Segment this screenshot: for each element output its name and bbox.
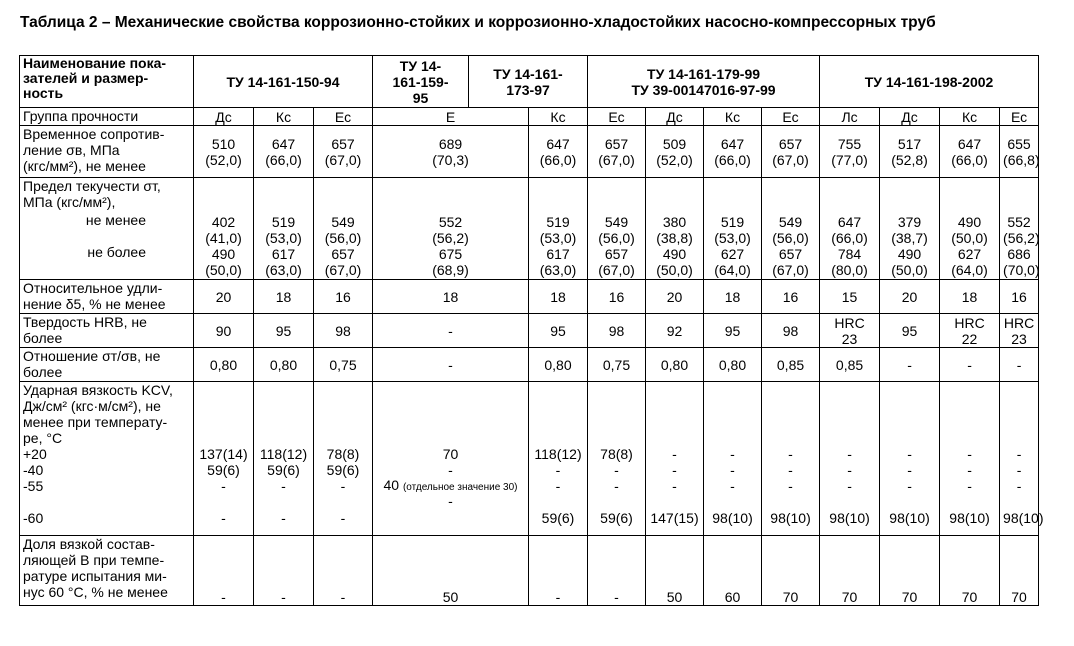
ductile-cell: - bbox=[588, 536, 646, 606]
hardness-cell: - bbox=[373, 314, 529, 348]
hardness-cell: 98 bbox=[588, 314, 646, 348]
impact-cell: 118(12) 59(6) - - bbox=[254, 382, 314, 536]
tensile-cell: 509 (52,0) bbox=[646, 126, 704, 178]
ratio-cell: 0,80 bbox=[194, 348, 254, 382]
group-cell: Лс bbox=[820, 108, 880, 126]
ratio-cell: 0,75 bbox=[314, 348, 373, 382]
tensile-cell: 517 (52,8) bbox=[880, 126, 940, 178]
header-spec-179: ТУ 14-161-179-99 ТУ 39-00147016-97-99 bbox=[588, 56, 820, 108]
elongation-cell: 20 bbox=[194, 280, 254, 314]
impact-cell: - - - 98(10) bbox=[940, 382, 1000, 536]
header-spec-150: ТУ 14-161-150-94 bbox=[194, 56, 373, 108]
ratio-cell: - bbox=[1000, 348, 1039, 382]
yield-cell: 402 (41,0) 490 (50,0) bbox=[194, 178, 254, 280]
impact-cell: 78(8) - - 59(6) bbox=[588, 382, 646, 536]
ratio-cell: 0,80 bbox=[254, 348, 314, 382]
ratio-cell: - bbox=[880, 348, 940, 382]
group-cell: Е bbox=[373, 108, 529, 126]
impact-cell: 78(8) 59(6) - - bbox=[314, 382, 373, 536]
row-label: Твердость HRB, не более bbox=[20, 314, 194, 348]
header-name-cell: Наименование пока- зателей и размер- ность bbox=[20, 56, 194, 108]
impact-cell: - - - 98(10) bbox=[762, 382, 820, 536]
strength-group-row bbox=[20, 108, 1039, 126]
ductile-cell: 70 bbox=[940, 536, 1000, 606]
elongation-cell: 16 bbox=[588, 280, 646, 314]
row-label: Временное сопротив- ление σв, МПа (кгс/мм²), не менее bbox=[20, 126, 194, 178]
group-cell: Кс bbox=[704, 108, 762, 126]
ductile-cell: 70 bbox=[1000, 536, 1039, 606]
header-spec-198: ТУ 14-161-198-2002 bbox=[820, 56, 1039, 108]
yield-cell: 549 (56,0) 657 (67,0) bbox=[588, 178, 646, 280]
yield-cell: 549 (56,0) 657 (67,0) bbox=[314, 178, 373, 280]
yield-cell: 380 (38,8) 490 (50,0) bbox=[646, 178, 704, 280]
group-cell: Дс bbox=[646, 108, 704, 126]
impact-cell: - - - 147(15) bbox=[646, 382, 704, 536]
ductile-cell: 50 bbox=[373, 536, 529, 606]
tensile-cell: 657 (67,0) bbox=[762, 126, 820, 178]
group-cell: Ес bbox=[1000, 108, 1039, 126]
impact-cell: - - - 98(10) bbox=[820, 382, 880, 536]
yield-cell: 552 (56,2) 675 (68,9) bbox=[373, 178, 529, 280]
elongation-cell: 16 bbox=[762, 280, 820, 314]
row-label: Относительное удли- нение δ5, % не менее bbox=[20, 280, 194, 314]
row-label: Доля вязкой состав- ляющей В при темпе- ратуре испытания ми- нус 60 °С, % не менее bbox=[20, 536, 194, 606]
hardness-cell: 98 bbox=[314, 314, 373, 348]
yield-cell: 490 (50,0) 627 (64,0) bbox=[940, 178, 1000, 280]
hardness-cell: 95 bbox=[254, 314, 314, 348]
tensile-cell: 657 (67,0) bbox=[314, 126, 373, 178]
ratio-cell: 0,75 bbox=[588, 348, 646, 382]
impact-cell: - - - 98(10) bbox=[1000, 382, 1039, 536]
tensile-cell: 755 (77,0) bbox=[820, 126, 880, 178]
impact-cell: 137(14) 59(6) - - bbox=[194, 382, 254, 536]
hardness-row bbox=[20, 314, 1039, 348]
hardness-cell: 92 bbox=[646, 314, 704, 348]
impact-strength-row bbox=[20, 382, 1039, 536]
ductile-cell: - bbox=[254, 536, 314, 606]
ratio-cell: - bbox=[373, 348, 529, 382]
elongation-cell: 18 bbox=[254, 280, 314, 314]
table-title: Таблица 2 – Механические свойства коррозионно-стойких и коррозионно-хладостойких насосно-компрессорных труб bbox=[20, 14, 936, 31]
tensile-cell: 510 (52,0) bbox=[194, 126, 254, 178]
hardness-cell: 90 bbox=[194, 314, 254, 348]
elongation-cell: 16 bbox=[1000, 280, 1039, 314]
yield-cell: 552 (56,2) 686 (70,0) bbox=[1000, 178, 1039, 280]
yield-cell: 549 (56,0) 657 (67,0) bbox=[762, 178, 820, 280]
group-cell: Дс bbox=[880, 108, 940, 126]
yield-cell: 379 (38,7) 490 (50,0) bbox=[880, 178, 940, 280]
ratio-cell: 0,85 bbox=[762, 348, 820, 382]
header-spec-159: ТУ 14- 161-159- 95 bbox=[373, 56, 469, 108]
ductile-cell: 70 bbox=[820, 536, 880, 606]
ratio-cell: 0,85 bbox=[820, 348, 880, 382]
properties-table bbox=[19, 55, 1044, 606]
tensile-strength-row bbox=[20, 126, 1039, 178]
tensile-cell: 655 (66,8) bbox=[1000, 126, 1039, 178]
ductile-cell: 70 bbox=[880, 536, 940, 606]
elongation-cell: 16 bbox=[314, 280, 373, 314]
ductile-cell: 60 bbox=[704, 536, 762, 606]
group-cell: Дс bbox=[194, 108, 254, 126]
ductile-cell: - bbox=[314, 536, 373, 606]
hardness-cell: HRC 22 bbox=[940, 314, 1000, 348]
yield-cell: 519 (53,0) 617 (63,0) bbox=[254, 178, 314, 280]
hardness-cell: 95 bbox=[529, 314, 588, 348]
impact-cell: - - - 98(10) bbox=[880, 382, 940, 536]
tensile-cell: 657 (67,0) bbox=[588, 126, 646, 178]
ductile-cell: - bbox=[529, 536, 588, 606]
tensile-cell: 647 (66,0) bbox=[704, 126, 762, 178]
yield-strength-row bbox=[20, 178, 1039, 280]
yield-cell: 647 (66,0) 784 (80,0) bbox=[820, 178, 880, 280]
tensile-cell: 647 (66,0) bbox=[254, 126, 314, 178]
elongation-cell: 20 bbox=[880, 280, 940, 314]
elongation-cell: 15 bbox=[820, 280, 880, 314]
header-spec-173: ТУ 14-161- 173-97 bbox=[469, 56, 588, 108]
group-cell: Кс bbox=[940, 108, 1000, 126]
yield-cell: 519 (53,0) 627 (64,0) bbox=[704, 178, 762, 280]
ratio-cell: - bbox=[940, 348, 1000, 382]
tensile-cell: 689 (70,3) bbox=[373, 126, 529, 178]
group-cell: Кс bbox=[254, 108, 314, 126]
ratio-cell: 0,80 bbox=[529, 348, 588, 382]
row-label: Отношение σт/σв, не более bbox=[20, 348, 194, 382]
ratio-cell: 0,80 bbox=[704, 348, 762, 382]
group-cell: Ес bbox=[314, 108, 373, 126]
hardness-cell: 98 bbox=[762, 314, 820, 348]
ductile-cell: 70 bbox=[762, 536, 820, 606]
ductile-cell: 50 bbox=[646, 536, 704, 606]
elongation-cell: 18 bbox=[529, 280, 588, 314]
ductile-share-row bbox=[20, 536, 1039, 606]
group-cell: Ес bbox=[588, 108, 646, 126]
impact-cell: - - - 98(10) bbox=[704, 382, 762, 536]
elongation-cell: 18 bbox=[704, 280, 762, 314]
header-row bbox=[20, 56, 1039, 108]
tensile-cell: 647 (66,0) bbox=[940, 126, 1000, 178]
yield-cell: 519 (53,0) 617 (63,0) bbox=[529, 178, 588, 280]
row-label: Группа прочности bbox=[20, 108, 194, 126]
hardness-cell: 95 bbox=[704, 314, 762, 348]
ratio-cell: 0,80 bbox=[646, 348, 704, 382]
hardness-cell: HRC 23 bbox=[820, 314, 880, 348]
elongation-row bbox=[20, 280, 1039, 314]
ratio-row bbox=[20, 348, 1039, 382]
hardness-cell: 95 bbox=[880, 314, 940, 348]
tensile-cell: 647 (66,0) bbox=[529, 126, 588, 178]
hardness-cell: HRC 23 bbox=[1000, 314, 1039, 348]
impact-cell: 70 - 40 (отдельное значение 30) - bbox=[373, 382, 529, 536]
impact-cell: 118(12) - - 59(6) bbox=[529, 382, 588, 536]
elongation-cell: 20 bbox=[646, 280, 704, 314]
group-cell: Кс bbox=[529, 108, 588, 126]
ductile-cell: - bbox=[194, 536, 254, 606]
group-cell: Ес bbox=[762, 108, 820, 126]
row-label: Ударная вязкость KCV, Дж/см² (кгс·м/см²), не менее при температу- ре, °С +20 -40 -55 -60 bbox=[20, 382, 194, 536]
elongation-cell: 18 bbox=[940, 280, 1000, 314]
elongation-cell: 18 bbox=[373, 280, 529, 314]
row-label: Предел текучести σт, МПа (кгс/мм²), не менее не более bbox=[20, 178, 194, 280]
